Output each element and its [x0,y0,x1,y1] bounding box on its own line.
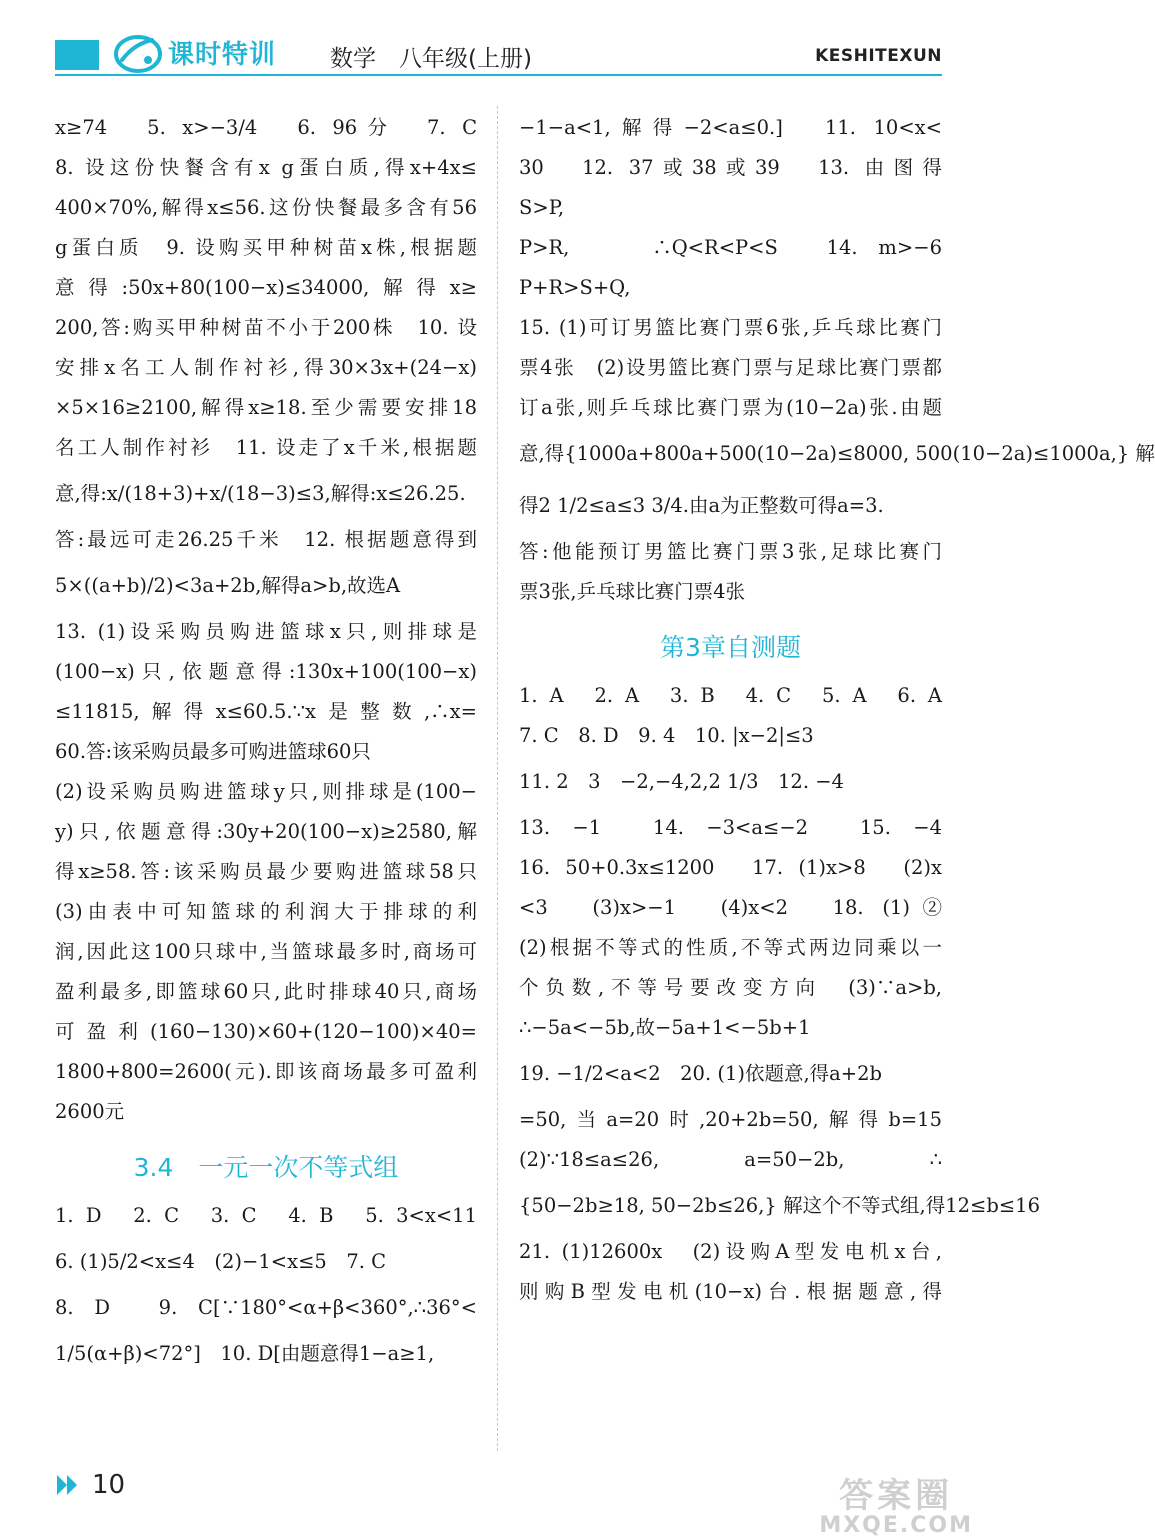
text-line: 订a张,则乒乓球比赛门票为(10−2a)张.由题 [519,396,942,419]
text-line: {50−2b≥18, 50−2b≤26,} 解这个不等式组,得12≤b≤16 [519,1194,1040,1217]
text-line: 19. −1/2<a<2 20. (1)依题意,得a+2b [519,1062,883,1085]
text-line: 意,得{1000a+800a+500(10−2a)≤8000, 500(10−2a)≤1000a,} 解 [519,442,1155,465]
text-line: 名工人制作衬衫 11. 设走了x千米,根据题 [55,436,477,459]
double-chevron-icon [56,1474,80,1496]
text-line: 7. C 8. D 9. 4 10. |x−2|≤3 [519,724,814,747]
text-line: (2)∵18≤a≤26, a=50−2b, ∴ [519,1148,942,1171]
left-column [55,108,477,1380]
text-line: 1800+800=2600(元).即该商场最多可盈利 [55,1060,477,1083]
page-header [0,0,987,82]
text-line: 15. (1)可订男篮比赛门票6张,乒乓球比赛门 [519,316,942,339]
text-line: 个负数,不等号要改变方向 (3)∵a>b, [519,976,942,999]
column-divider [497,106,498,1451]
book-title: 课时特训 [168,40,277,70]
text-line: 则购B型发电机(10−x)台.根据题意,得 [519,1280,942,1303]
text-line: 8. D 9. C[∵180°<α+β<360°,∴36°< [55,1296,477,1319]
text-line: 意得:50x+80(100−x)≤34000,解得x≥ [55,276,477,299]
text-line: 21. (1)12600x (2)设购A型发电机x台, [519,1240,942,1263]
text-line: 意,得:x/(18+3)+x/(18−3)≤3,解得:x≤26.25. [55,482,466,505]
text-line: 13. −1 14. −3<a≤−2 15. −4 [519,816,942,839]
text-line: 答:最远可走26.25千米 12. 根据题意得到 [55,528,477,551]
text-line: (3)由表中可知篮球的利润大于排球的利 [55,900,477,923]
book-logo-icon [112,30,164,74]
page-number: 10 [92,1470,126,1500]
text-line: x≥74 5. x>−3/4 6. 96分 7. C [55,116,477,139]
text-line: 票4张 (2)设男篮比赛门票与足球比赛门票都 [519,356,942,379]
watermark-cn: 答案圈 [839,1476,954,1516]
text-line: <3 (3)x>−1 (4)x<2 18. (1)② [519,896,942,919]
text-line: =50,当a=20时,20+2b=50,解得b=15 [519,1108,942,1131]
header-color-block [55,40,99,70]
brand-label: KESHITEXUN [815,46,942,66]
text-line: −1−a<1,解得−2<a≤0.] 11. 10<x< [519,116,942,139]
subject-label: 数学 八年级(上册) [330,46,532,72]
text-line: 盈利最多,即篮球60只,此时排球40只,商场 [55,980,477,1003]
text-line: (2)设采购员购进篮球y只,则排球是(100− [55,780,477,803]
text-line: (2)根据不等式的性质,不等式两边同乘以一 [519,936,942,959]
text-line: 11. 2 3 −2,−4,2,2 1/3 12. −4 [519,770,844,793]
text-line: 1. D 2. C 3. C 4. B 5. 3<x<11 [55,1204,477,1227]
text-line: 1/5(α+β)<72°] 10. D[由题意得1−a≥1, [55,1342,435,1365]
text-line: (100−x)只,依题意得:130x+100(100−x) [55,660,477,683]
text-line: 可盈利(160−130)×60+(120−100)×40= [55,1020,477,1043]
text-line: S>P, [519,196,565,219]
text-line: 16. 50+0.3x≤1200 17. (1)x>8 (2)x [519,856,942,879]
text-line: 1. A 2. A 3. B 4. C 5. A 6. A [519,684,942,707]
text-line: ≤11815,解得x≤60.5.∵x是整数,∴x= [55,700,477,723]
text-line: 得x≥58.答:该采购员最少要购进篮球58只 [55,860,477,883]
text-line: 2600元 [55,1100,125,1123]
watermark-en: MXQE.COM [819,1513,973,1538]
text-line: ×5×16≥2100,解得x≥18.至少需要安排18 [55,396,477,419]
section-title-chapter-3-test: 第3章自测题 [660,633,801,662]
text-line: 200,答:购买甲种树苗不小于200株 10. 设 [55,316,477,339]
text-line: 30 12. 37或38或39 13. 由图得 [519,156,942,179]
text-line: ∴−5a<−5b,故−5a+1<−5b+1 [519,1016,811,1039]
text-line: y)只,依题意得:30y+20(100−x)≥2580,解 [55,820,477,843]
text-line: 润,因此这100只球中,当篮球最多时,商场可 [55,940,477,963]
text-line: 5×((a+b)/2)<3a+2b,解得a>b,故选A [55,574,401,597]
section-title-3-4: 3.4 一元一次不等式组 [133,1153,399,1182]
text-line: 得2 1/2≤a≤3 3/4.由a为正整数可得a=3. [519,494,884,517]
header-rule [55,74,942,76]
text-line: 400×70%,解得x≤56.这份快餐最多含有56 [55,196,477,219]
text-line: 安排x名工人制作衬衫,得30×3x+(24−x) [55,356,477,379]
text-line: 6. (1)5/2<x≤4 (2)−1<x≤5 7. C [55,1250,387,1273]
text-line: 票3张,乒乓球比赛门票4张 [519,580,746,603]
text-line: 8. 设这份快餐含有x g蛋白质,得x+4x≤ [55,156,477,179]
text-line: P>R, ∴Q<R<P<S 14. m>−6 [519,236,942,259]
right-column [519,108,1155,1312]
text-line: 60.答:该采购员最多可购进篮球60只 [55,740,371,763]
text-line: g蛋白质 9. 设购买甲种树苗x株,根据题 [55,236,477,259]
text-line: 13. (1)设采购员购进篮球x只,则排球是 [55,620,477,643]
text-line: 答:他能预订男篮比赛门票3张,足球比赛门 [519,540,942,563]
text-line: P+R>S+Q, [519,276,631,299]
watermark [819,1478,973,1538]
